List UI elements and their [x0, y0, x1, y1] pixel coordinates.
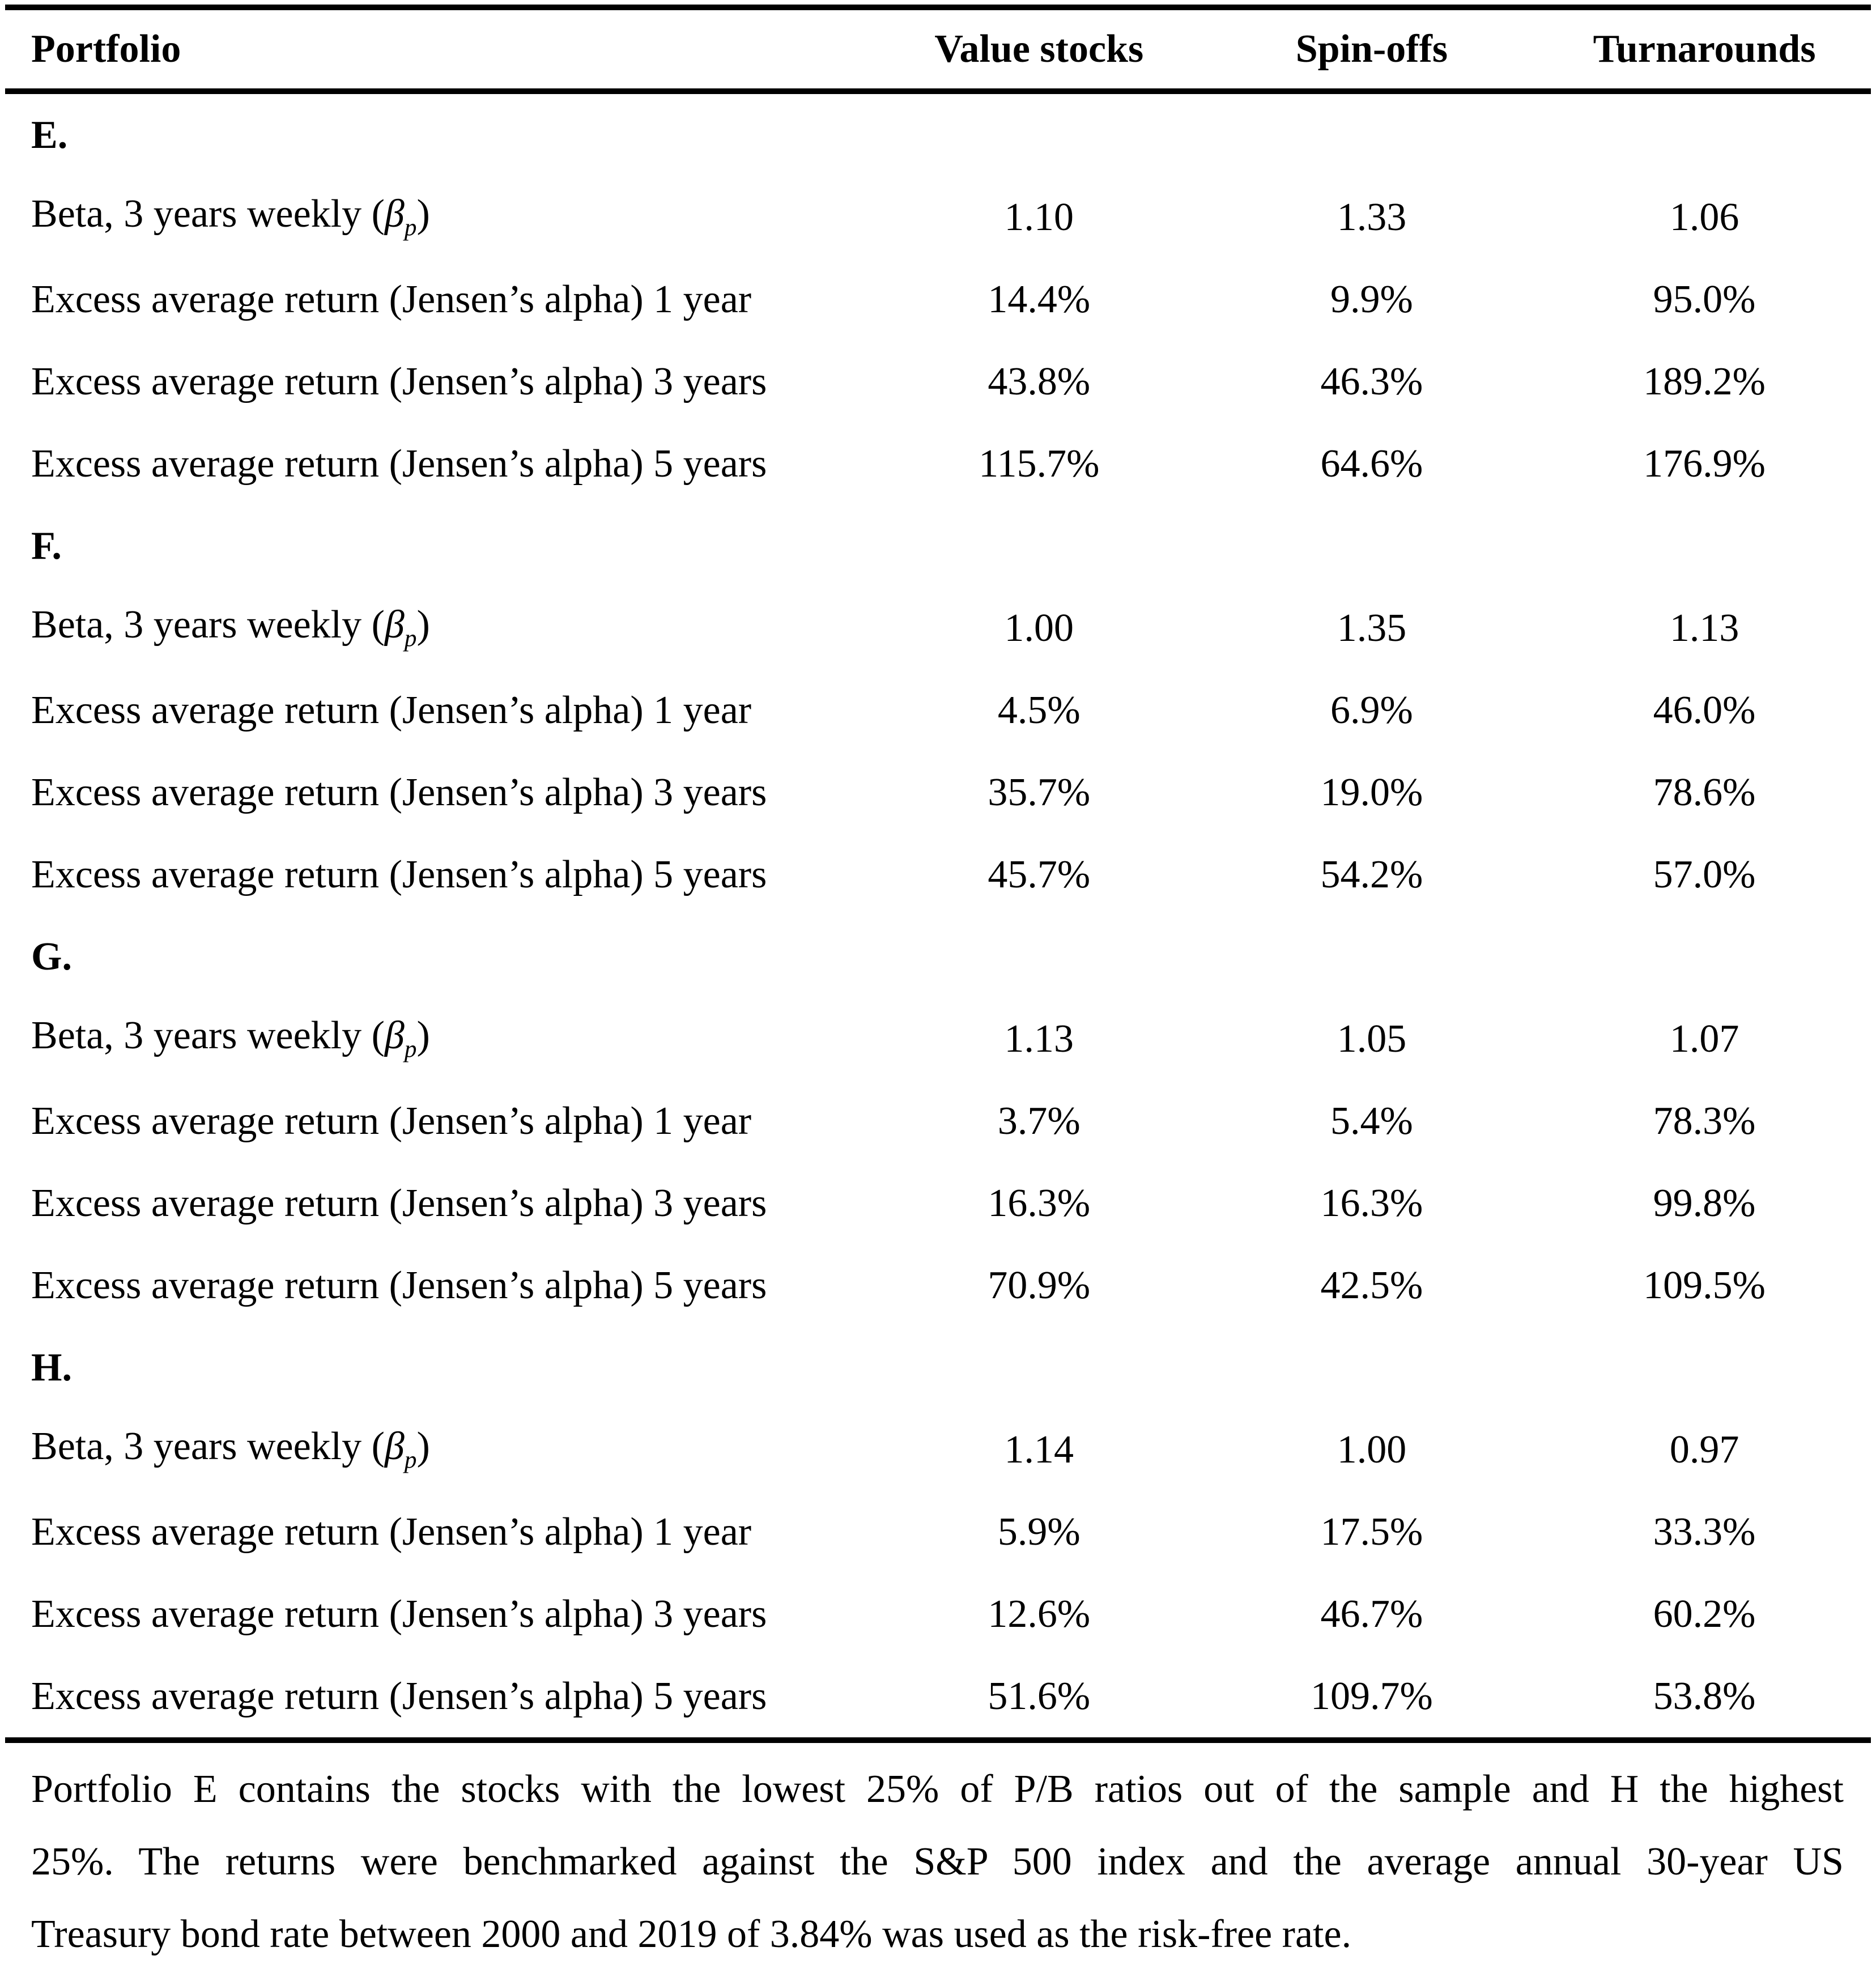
- section-label: E.: [31, 113, 68, 157]
- footnote: [5, 1743, 1871, 1964]
- row-alpha-1yr-g: [5, 1080, 1871, 1162]
- value-cell-turnarounds: 1.07: [1669, 1017, 1739, 1061]
- value-cell-spin-offs: 9.9%: [1330, 277, 1413, 321]
- column-header-spin-offs: Spin-offs: [1295, 27, 1448, 71]
- row-label-alpha-3yr: Excess average return (Jensen’s alpha) 3 years: [31, 1181, 767, 1225]
- section-heading-row-h: [5, 1327, 1871, 1409]
- value-cell-spin-offs: 1.05: [1337, 1017, 1407, 1061]
- row-alpha-3yr-h: [5, 1573, 1871, 1655]
- footnote-line-3: Treasury bond rate between 2000 and 2019 of 3.84% was used as the risk-free rate.: [31, 1912, 1352, 1956]
- row-label-beta: [5, 1427, 873, 1472]
- beta-label-suffix: ): [416, 1014, 430, 1058]
- value-cell-spin-offs: 1.35: [1337, 606, 1407, 650]
- value-cell-value-stocks: 14.4%: [988, 277, 1091, 321]
- value-cell-spin-offs: 42.5%: [1320, 1263, 1423, 1307]
- row-alpha-1yr-f: [5, 669, 1871, 751]
- row-beta-g: [5, 998, 1871, 1080]
- value-cell-turnarounds: 109.5%: [1643, 1263, 1766, 1307]
- row-label-alpha-3yr: Excess average return (Jensen’s alpha) 3 years: [31, 359, 767, 403]
- value-cell-value-stocks: 5.9%: [997, 1510, 1080, 1554]
- value-cell-value-stocks: 4.5%: [997, 688, 1080, 732]
- value-cell-turnarounds: 57.0%: [1653, 852, 1756, 896]
- value-cell-turnarounds: 0.97: [1669, 1427, 1739, 1472]
- value-cell-turnarounds: 1.06: [1669, 195, 1739, 239]
- value-cell-turnarounds: 78.3%: [1653, 1099, 1756, 1143]
- value-cell-spin-offs: 109.7%: [1311, 1674, 1433, 1718]
- beta-symbol: β: [384, 1425, 405, 1469]
- value-cell-value-stocks: 35.7%: [988, 770, 1091, 814]
- value-cell-turnarounds: 176.9%: [1643, 441, 1766, 486]
- value-cell-value-stocks: 1.14: [1004, 1427, 1074, 1472]
- row-label-beta: [5, 605, 873, 651]
- row-label-alpha-5yr: Excess average return (Jensen’s alpha) 5 years: [31, 1674, 767, 1718]
- row-alpha-5yr-e: [5, 423, 1871, 505]
- beta-symbol: β: [384, 192, 405, 236]
- value-cell-spin-offs: 6.9%: [1330, 688, 1413, 732]
- value-cell-value-stocks: 51.6%: [988, 1674, 1091, 1718]
- row-label-alpha-1yr: Excess average return (Jensen’s alpha) 1 year: [31, 1099, 752, 1143]
- value-cell-spin-offs: 1.00: [1337, 1427, 1407, 1472]
- column-header-turnarounds: Turnarounds: [1593, 27, 1816, 71]
- value-cell-value-stocks: 12.6%: [988, 1592, 1091, 1636]
- row-alpha-5yr-f: [5, 834, 1871, 916]
- value-cell-value-stocks: 1.10: [1004, 195, 1074, 239]
- row-beta-e: [5, 176, 1871, 258]
- row-label-alpha-1yr: Excess average return (Jensen’s alpha) 1 year: [31, 688, 752, 732]
- value-cell-spin-offs: 46.7%: [1320, 1592, 1423, 1636]
- section-label: G.: [31, 934, 72, 979]
- section-label: H.: [31, 1345, 72, 1389]
- row-alpha-3yr-e: [5, 341, 1871, 423]
- row-label-beta: [5, 194, 873, 240]
- value-cell-spin-offs: 19.0%: [1320, 770, 1423, 814]
- beta-subscript: p: [404, 624, 417, 652]
- value-cell-spin-offs: 16.3%: [1320, 1181, 1423, 1225]
- beta-label-prefix: Beta, 3 years weekly (: [31, 1014, 385, 1058]
- value-cell-turnarounds: 53.8%: [1653, 1674, 1756, 1718]
- table-top-rule: [5, 5, 1871, 10]
- footnote-line-1: Portfolio E contains the stocks with the lowest 25% of P/B ratios out of the sample and H the highest: [31, 1767, 1844, 1811]
- value-cell-value-stocks: 16.3%: [988, 1181, 1091, 1225]
- value-cell-spin-offs: 1.33: [1337, 195, 1407, 239]
- row-label-alpha-3yr: Excess average return (Jensen’s alpha) 3 years: [31, 770, 767, 814]
- value-cell-value-stocks: 43.8%: [988, 359, 1091, 403]
- row-label-alpha-1yr: Excess average return (Jensen’s alpha) 1 year: [31, 277, 752, 321]
- value-cell-value-stocks: 45.7%: [988, 852, 1091, 896]
- section-heading-row-g: [5, 916, 1871, 998]
- footnote-separator-rule: [5, 1737, 1871, 1743]
- beta-label-suffix: ): [416, 603, 430, 647]
- value-cell-turnarounds: 33.3%: [1653, 1510, 1756, 1554]
- value-cell-spin-offs: 54.2%: [1320, 852, 1423, 896]
- row-alpha-5yr-g: [5, 1244, 1871, 1327]
- beta-symbol: β: [384, 1014, 405, 1058]
- row-label-alpha-3yr: Excess average return (Jensen’s alpha) 3 years: [31, 1592, 767, 1636]
- section-heading-row-e: [5, 94, 1871, 176]
- table-header-row: [5, 10, 1871, 88]
- value-cell-value-stocks: 1.13: [1004, 1017, 1074, 1061]
- value-cell-turnarounds: 99.8%: [1653, 1181, 1756, 1225]
- row-label-alpha-5yr: Excess average return (Jensen’s alpha) 5 years: [31, 1263, 767, 1307]
- value-cell-value-stocks: 115.7%: [979, 441, 1100, 486]
- row-label-alpha-1yr: Excess average return (Jensen’s alpha) 1 year: [31, 1510, 752, 1554]
- value-cell-spin-offs: 46.3%: [1320, 359, 1423, 403]
- beta-label-prefix: Beta, 3 years weekly (: [31, 1425, 385, 1469]
- row-beta-h: [5, 1409, 1871, 1491]
- beta-label-suffix: ): [416, 1425, 430, 1469]
- value-cell-turnarounds: 95.0%: [1653, 277, 1756, 321]
- row-label-alpha-5yr: Excess average return (Jensen’s alpha) 5 years: [31, 441, 767, 486]
- value-cell-turnarounds: 78.6%: [1653, 770, 1756, 814]
- value-cell-turnarounds: 46.0%: [1653, 688, 1756, 732]
- header-separator-rule: [5, 88, 1871, 94]
- row-alpha-5yr-h: [5, 1655, 1871, 1737]
- row-beta-f: [5, 587, 1871, 669]
- row-alpha-3yr-f: [5, 751, 1871, 834]
- value-cell-spin-offs: 5.4%: [1330, 1099, 1413, 1143]
- row-alpha-1yr-h: [5, 1491, 1871, 1573]
- value-cell-spin-offs: 17.5%: [1320, 1510, 1423, 1554]
- beta-label-suffix: ): [416, 192, 430, 236]
- value-cell-value-stocks: 1.00: [1004, 606, 1074, 650]
- beta-subscript: p: [404, 214, 417, 241]
- value-cell-turnarounds: 1.13: [1669, 606, 1739, 650]
- value-cell-spin-offs: 64.6%: [1320, 441, 1423, 486]
- row-label-alpha-5yr: Excess average return (Jensen’s alpha) 5 years: [31, 852, 767, 896]
- beta-subscript: p: [404, 1035, 417, 1063]
- section-heading-row-f: [5, 505, 1871, 587]
- footnote-line-2: 25%. The returns were benchmarked against the S&P 500 index and the average annual 30-year US: [31, 1840, 1844, 1884]
- value-cell-value-stocks: 3.7%: [997, 1099, 1080, 1143]
- value-cell-value-stocks: 70.9%: [988, 1263, 1091, 1307]
- column-header-portfolio: Portfolio: [31, 27, 181, 71]
- beta-label-prefix: Beta, 3 years weekly (: [31, 192, 385, 236]
- row-alpha-3yr-g: [5, 1162, 1871, 1244]
- beta-label-prefix: Beta, 3 years weekly (: [31, 603, 385, 647]
- value-cell-turnarounds: 189.2%: [1643, 359, 1766, 403]
- beta-subscript: p: [404, 1446, 417, 1474]
- row-alpha-1yr-e: [5, 258, 1871, 341]
- beta-symbol: β: [384, 603, 405, 647]
- row-label-beta: [5, 1016, 873, 1061]
- column-header-value-stocks: Value stocks: [934, 27, 1144, 71]
- section-label: F.: [31, 524, 62, 568]
- value-cell-turnarounds: 60.2%: [1653, 1592, 1756, 1636]
